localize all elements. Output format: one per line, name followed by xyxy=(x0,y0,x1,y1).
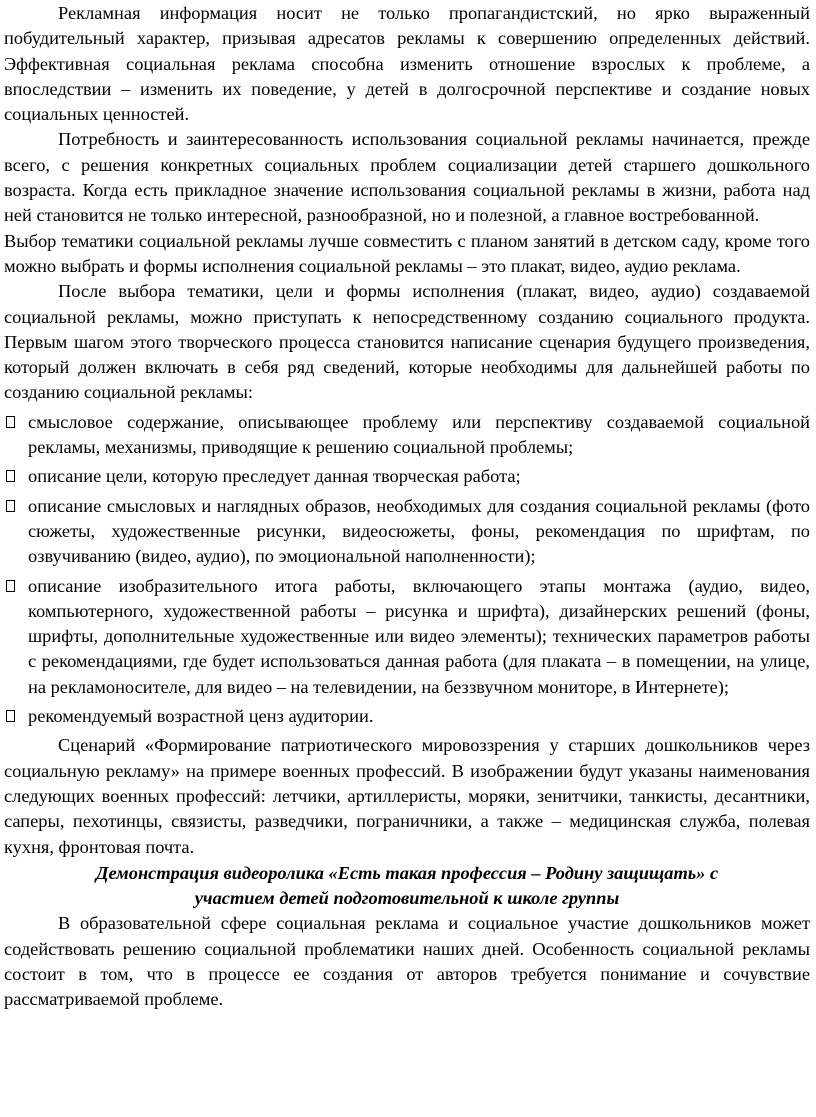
paragraph-scenario: Сценарий «Формирование патриотического мировоззрения у старших дошкольников через социальную рекламу» на примере военных профессий. В изображении будут указаны наименования следующих военных профессий: летчики, артиллеристы, моряки, зенитчики, танкисты, десантники, саперы, пехотинцы, связисты, разведчики, пограничники, а также – медицинская служба, полевая кухня, фронтовая почта. xyxy=(4,735,810,857)
paragraph-intro: Рекламная информация носит не только пропагандистский, но ярко выраженный побудительный характер, призывая адресатов рекламы к совершению определенных действий. Эффективная социальная реклама способна изменить отношение взрослых к проблеме, а впоследствии – изменить их поведение, у детей в долгосрочной перспективе и создание новых социальных ценностей. xyxy=(4,3,810,125)
list-item: описание смысловых и наглядных образов, необходимых для создания социальной рекламы (фото сюжеты, художественные рисунки, видеосюжеты, фоны, рекомендация по шрифтам, по озвучиванию (видео, аудио), по эмоциональной наполненности); xyxy=(4,494,810,570)
paragraph-conclusion: В образовательной сфере социальная реклама и социальное участие дошкольников может содействовать решению социальной проблематики наших дней. Особенность социальной рекламы состоит в том, что в процессе ее создания от авторов требуется понимание и сочувствие рассматриваемой проблеме. xyxy=(4,913,810,1010)
list-item: описание цели, которую преследует данная творческая работа; xyxy=(4,464,810,489)
list-item: рекомендуемый возрастной ценз аудитории. xyxy=(4,704,810,729)
list-item: смысловое содержание, описывающее проблему или перспективу создаваемой социальной рекламы, механизмы, приводящие к решению социальной проблемы; xyxy=(4,410,810,461)
paragraph-scenario-intro: После выбора тематики, цели и формы исполнения (плакат, видео, аудио) создаваемой социальной рекламы, можно приступать к непосредственному созданию социального продукта. Первым шагом этого творческого процесса становится написание сценария будущего произведения, который должен включать в себя ряд сведений, которые необходимы для дальнейшей работы по созданию социальной рекламы: xyxy=(4,281,810,403)
list-item: описание изобразительного итога работы, включающего этапы монтажа (аудио, видео, компьютерного, художественной работы – рисунка и шрифта), дизайнерских решений (фоны, шрифты, дополнительные художественные или видео элементы); технических параметров работы с рекомендациями, где будет использоваться данная работа (для плаката – в помещении, на улице, на рекламоносителе, для видео – на телевидении, на беззвучном мониторе, в Интернете); xyxy=(4,574,810,700)
video-caption xyxy=(4,861,810,912)
paragraph-need: Потребность и заинтересованность использования социальной рекламы начинается, прежде всего, с решения конкретных социальных проблем социализации детей старшего дошкольного возраста. Когда есть прикладное значение использования социальной рекламы в жизни, работа над ней становится не только интересной, разнообразной, но и полезной, а главное востребованной. xyxy=(4,129,810,226)
caption-line: участием детей подготовительной к школе группы xyxy=(194,888,620,909)
scenario-requirements-list xyxy=(4,410,810,730)
caption-line: Демонстрация видеоролика «Есть такая профессия – Родину защищать» с xyxy=(95,862,719,883)
paragraph-topic-choice: Выбор тематики социальной рекламы лучше совместить с планом занятий в детском саду, кроме того можно выбрать и формы исполнения социальной рекламы – это плакат, видео, аудио реклама. xyxy=(4,230,810,276)
